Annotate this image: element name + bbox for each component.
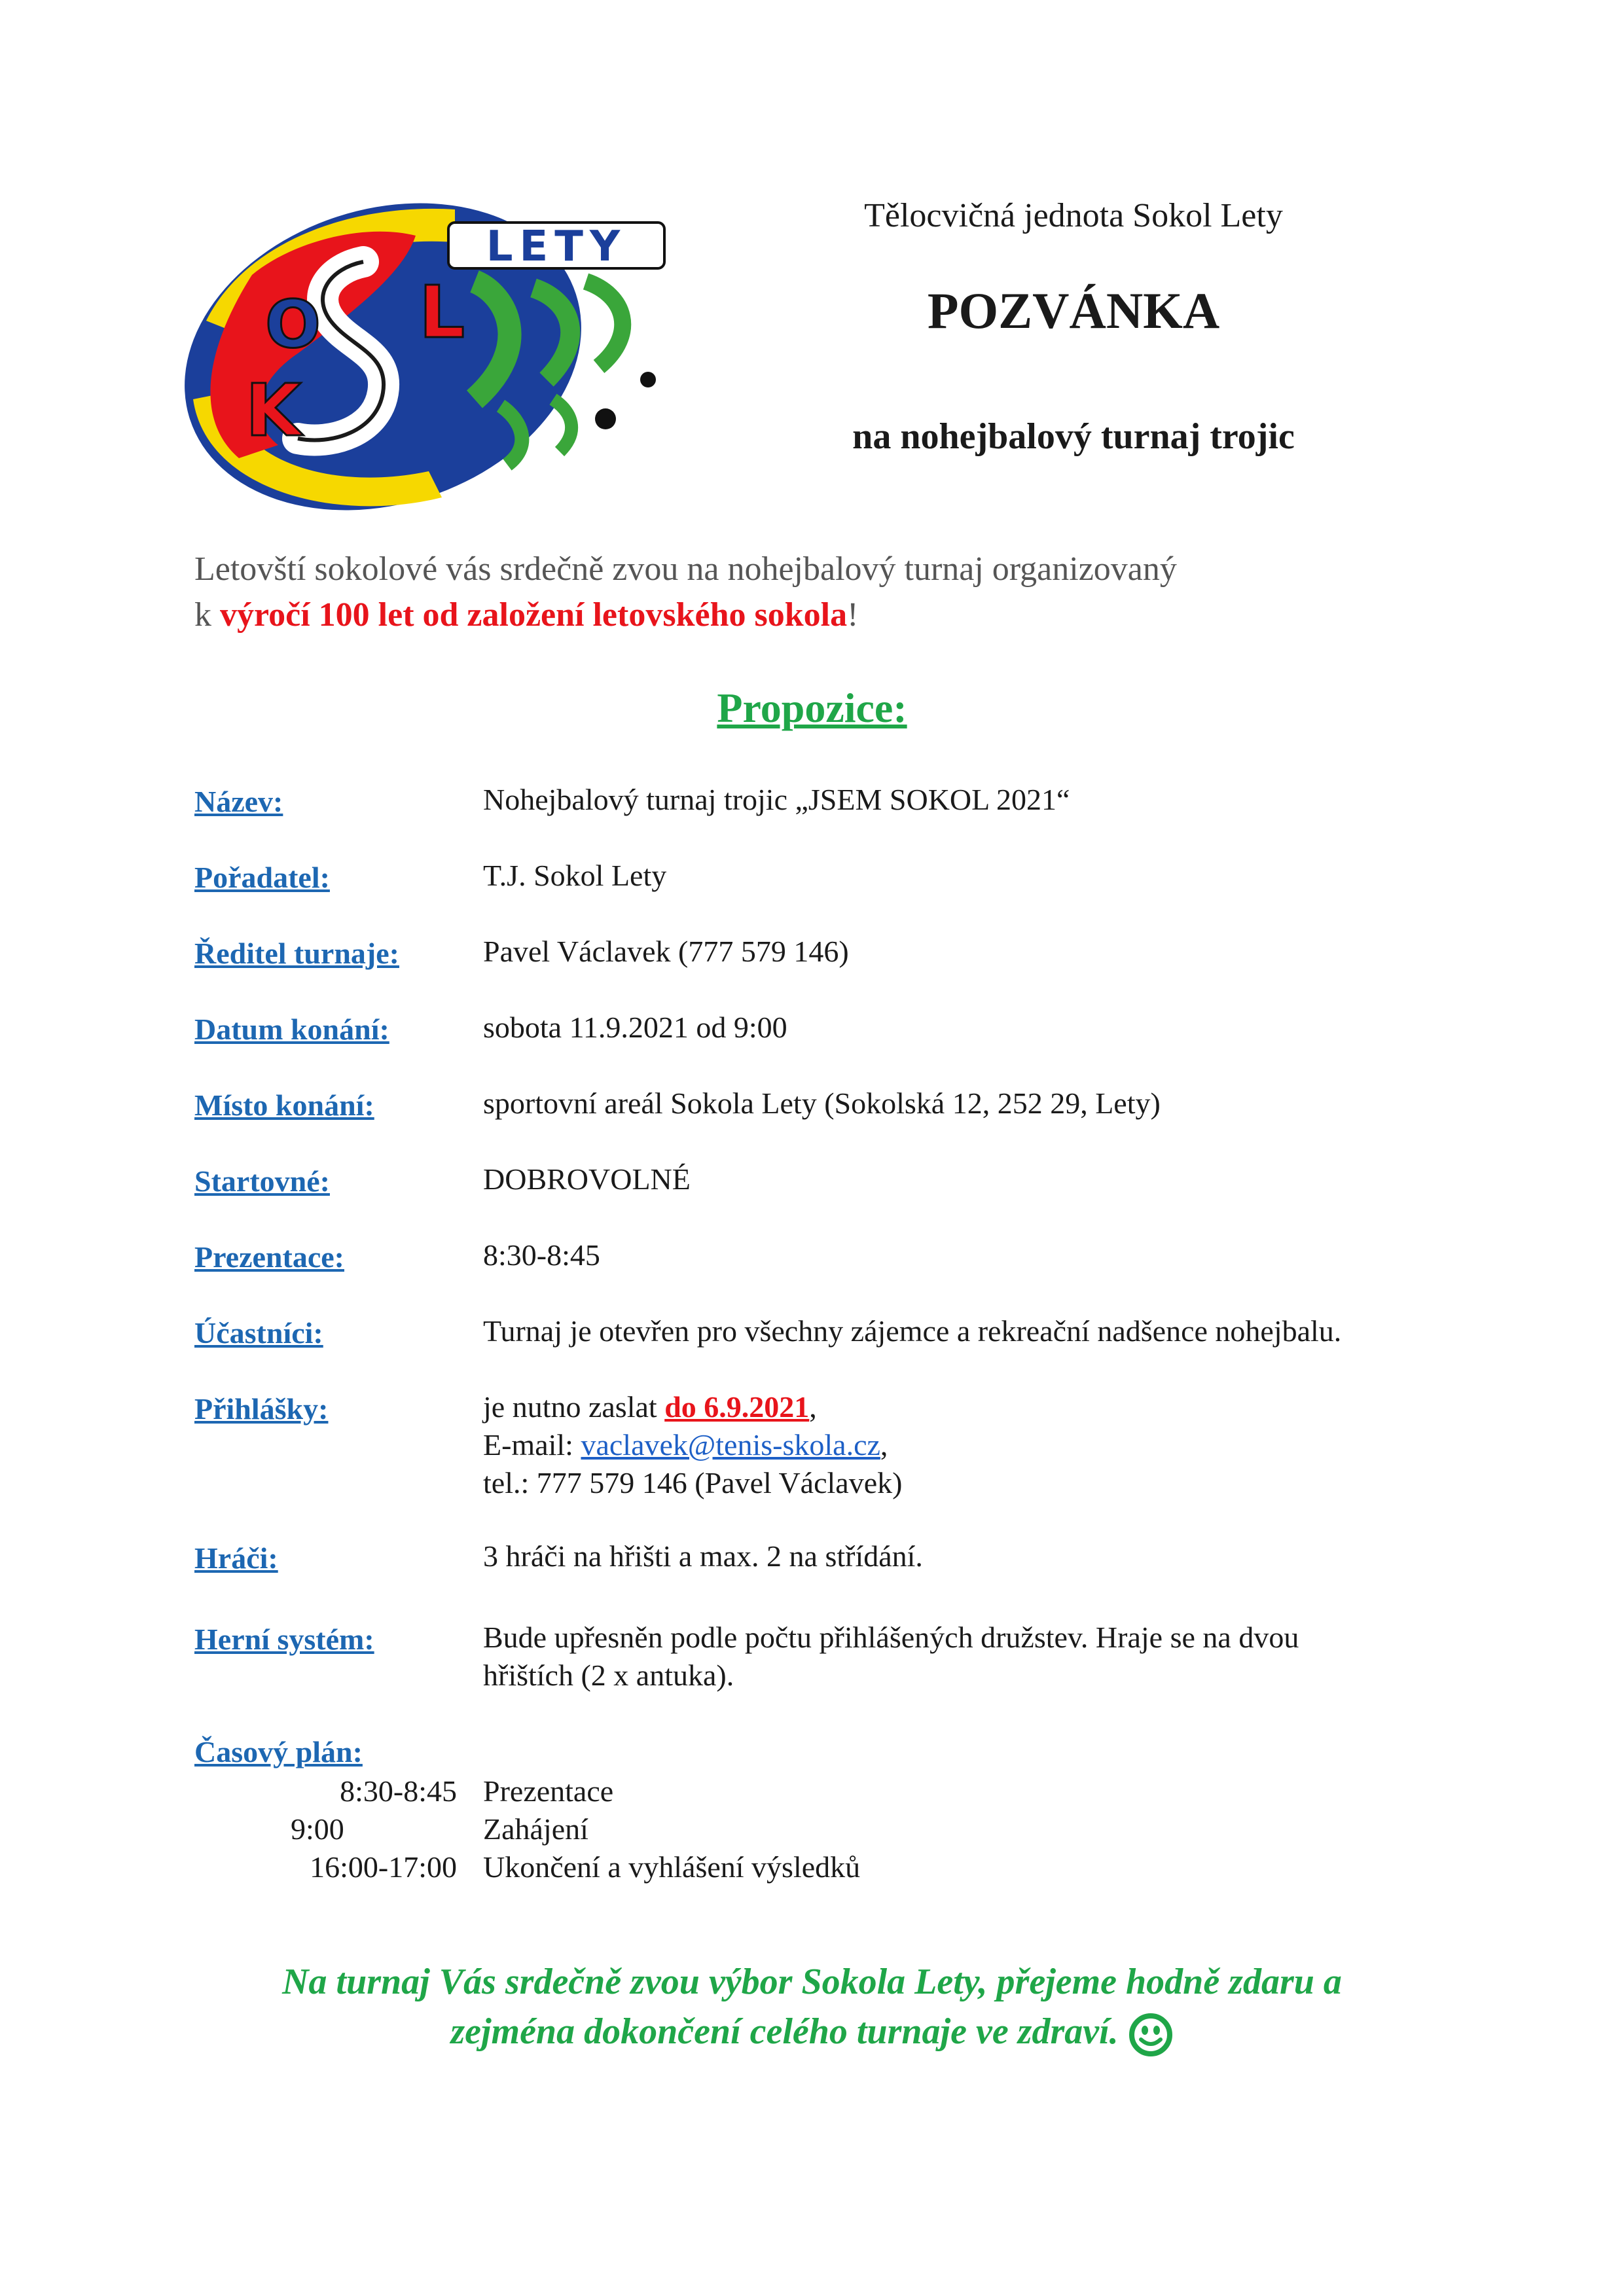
email-link[interactable]: vaclavek@tenis-skola.cz: [581, 1428, 880, 1462]
value-poradatel: T.J. Sokol Lety: [483, 859, 667, 892]
schedule-time: 8:30-8:45: [340, 1774, 457, 1808]
logo-letters-k: K: [245, 368, 302, 452]
organization-name: Tělocvičná jednota Sokol Lety: [864, 197, 1283, 234]
prihlasky-suffix: ,: [809, 1390, 817, 1424]
intro-line-2: [194, 592, 1504, 638]
label-prihlasky: Přihlášky:: [194, 1392, 329, 1426]
herni-system-line-1: Bude upřesněn podle počtu přihlášených družstev. Hraje se na dvou: [483, 1621, 1299, 1654]
label-herni-system: Herní systém:: [194, 1623, 374, 1656]
label-prezentace: Prezentace:: [194, 1240, 344, 1274]
schedule-event: Prezentace: [483, 1774, 614, 1808]
closing-line-1: Na turnaj Vás srdečně zvou výbor Sokola Lety, přejeme hodně zdaru a: [282, 1962, 1342, 2002]
sokol-lety-logo: [167, 183, 684, 524]
logo-letters-o: O: [265, 286, 321, 363]
value-startovne: DOBROVOLNÉ: [483, 1162, 691, 1196]
value-nazev: Nohejbalový turnaj trojic „JSEM SOKOL 2021“: [483, 783, 1070, 816]
logo-lety-text: LETY: [486, 223, 627, 271]
anniversary-highlight: výročí 100 let od založení letovského sokola: [220, 596, 848, 634]
herni-system-line-2: hřištích (2 x antuka).: [483, 1659, 734, 1692]
page-subtitle: na nohejbalový turnaj trojic: [852, 416, 1295, 457]
prihlasky-prefix: je nutno zaslat: [483, 1390, 665, 1424]
label-hraci: Hráči:: [194, 1541, 278, 1575]
label-reditel: Ředitel turnaje:: [194, 937, 399, 970]
label-ucastnici: Účastníci:: [194, 1316, 323, 1350]
label-misto: Místo konání:: [194, 1088, 374, 1122]
value-ucastnici: Turnaj je otevřen pro všechny zájemce a rekreační nadšence nohejbalu.: [483, 1314, 1342, 1348]
prihlasky-phone: tel.: 777 579 146 (Pavel Václavek): [483, 1466, 903, 1499]
email-prefix: E-mail:: [483, 1428, 581, 1462]
schedule-time: 16:00-17:00: [310, 1850, 457, 1884]
value-prezentace: 8:30-8:45: [483, 1238, 600, 1272]
prihlasky-line-2: [483, 1426, 902, 1464]
schedule-event: Zahájení: [483, 1812, 588, 1846]
label-startovne: Startovné:: [194, 1164, 330, 1198]
closing-line-2: [0, 2007, 1624, 2058]
section-title-propozice: Propozice:: [717, 685, 907, 731]
logo-letters-l: L: [419, 270, 465, 354]
value-herni-system: [483, 1619, 1299, 1695]
label-datum: Datum konání:: [194, 1013, 389, 1046]
schedule-time: 9:00: [291, 1812, 344, 1846]
smiley-icon: [1128, 2012, 1174, 2058]
intro-text: [194, 547, 1504, 638]
value-reditel: Pavel Václavek (777 579 146): [483, 935, 849, 968]
value-misto: sportovní areál Sokola Lety (Sokolská 12, 252 29, Lety): [483, 1086, 1161, 1120]
label-casovy-plan: Časový plán:: [194, 1735, 363, 1768]
closing-line-2-text: zejména dokončení celého turnaje ve zdraví.: [450, 2011, 1119, 2052]
intro-line-2-prefix: k: [194, 596, 220, 634]
email-suffix: ,: [880, 1428, 888, 1462]
intro-line-1: Letovští sokolové vás srdečně zvou na nohejbalový turnaj organizovaný: [194, 550, 1177, 588]
schedule-event: Ukončení a vyhlášení výsledků: [483, 1850, 861, 1884]
page-title: POZVÁNKA: [927, 282, 1220, 339]
prihlasky-line-1: [483, 1388, 902, 1426]
prihlasky-deadline: do 6.9.2021: [664, 1390, 810, 1424]
value-datum: sobota 11.9.2021 od 9:00: [483, 1011, 787, 1044]
value-prihlasky: [483, 1388, 902, 1502]
label-poradatel: Pořadatel:: [194, 861, 330, 894]
value-hraci: 3 hráči na hřišti a max. 2 na střídání.: [483, 1539, 923, 1573]
label-nazev: Název:: [194, 785, 283, 818]
intro-line-2-suffix: !: [847, 596, 859, 634]
